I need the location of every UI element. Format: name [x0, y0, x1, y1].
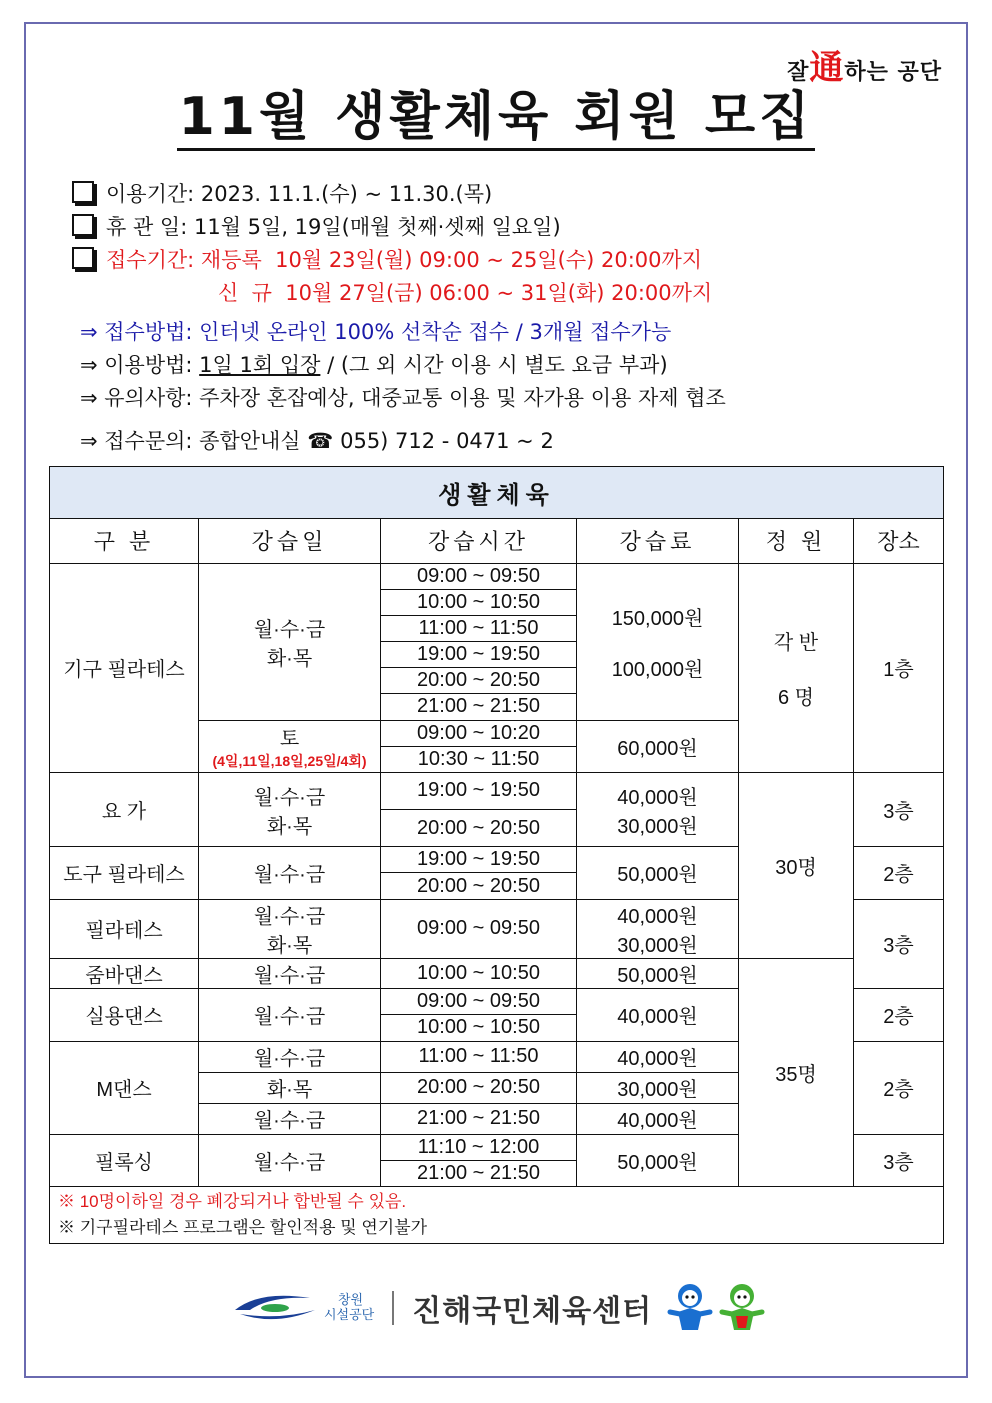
caution-row: ⇒ 유의사항: 주차장 혼잡예상, 대중교통 이용 및 자가용 이용 자제 협조	[80, 386, 726, 410]
class-time: 09:00 ~ 09:50	[381, 899, 577, 958]
org-name: 창원 시설공단	[324, 1293, 375, 1323]
class-days: 화·목	[199, 1072, 381, 1103]
class-time: 19:00 ~ 19:50	[381, 772, 577, 809]
class-name: 요 가	[50, 772, 199, 846]
class-days: 월·수·금	[199, 989, 381, 1041]
class-fee: 30,000원	[577, 1072, 739, 1103]
center-name: 진해국민체육센터	[412, 1294, 653, 1329]
col-header: 강습시간	[381, 519, 577, 563]
note-discount: ※ 기구필라테스 프로그램은 할인적용 및 연기불가	[58, 1218, 428, 1238]
class-time: 21:00 ~ 21:50	[381, 1161, 577, 1187]
class-days: 월·수·금	[199, 1103, 381, 1134]
col-header: 정 원	[739, 519, 854, 563]
class-place: 2층	[854, 847, 944, 899]
slogan: 잘通하는 공단	[787, 48, 942, 88]
class-time: 09:00 ~ 09:50	[381, 563, 577, 589]
class-days: 월·수·금 화·목	[199, 899, 381, 958]
period-row: 이용기간: 2023. 11.1.(수) ~ 11.30.(목)	[72, 178, 726, 211]
class-time: 10:00 ~ 10:50	[381, 1015, 577, 1041]
class-fee: 40,000원 30,000원	[577, 899, 739, 958]
class-time: 11:00 ~ 11:50	[381, 615, 577, 641]
class-fee: 150,000원 100,000원	[577, 563, 739, 720]
class-time: 09:00 ~ 09:50	[381, 989, 577, 1015]
class-days: 토 (4일,11일,18일,25일/4회)	[199, 720, 381, 772]
class-days: 월·수·금	[199, 959, 381, 989]
note-cancel: ※ 10명이하일 경우 폐강되거나 합반될 수 있음.	[58, 1192, 407, 1212]
info-section	[72, 178, 726, 458]
table-notes	[50, 1187, 944, 1244]
class-days: 월·수·금 화·목	[199, 563, 381, 720]
table-header: 생활체육	[50, 467, 944, 519]
class-place: 2층	[854, 989, 944, 1041]
class-place: 3층	[854, 899, 944, 989]
col-header: 강습료	[577, 519, 739, 563]
method-row: ⇒ 접수방법: 인터넷 온라인 100% 선착순 접수 / 3개월 접수가능	[80, 320, 672, 344]
class-capacity: 35명	[739, 959, 854, 1187]
class-name: M댄스	[50, 1041, 199, 1135]
schedule-table	[49, 466, 944, 1244]
class-capacity: 각 반 6 명	[739, 563, 854, 772]
class-time: 21:00 ~ 21:50	[381, 1103, 577, 1134]
class-days: 월·수·금	[199, 1041, 381, 1072]
use-row: ⇒ 이용방법: 1일 1회 입장 / (그 외 시간 이용 시 별도 요금 부과)	[80, 353, 668, 377]
class-fee: 50,000원	[577, 959, 739, 989]
class-fee: 60,000원	[577, 720, 739, 772]
footer	[230, 1278, 770, 1338]
class-time: 10:30 ~ 11:50	[381, 746, 577, 772]
class-time: 20:00 ~ 20:50	[381, 810, 577, 847]
col-header: 구 분	[50, 519, 199, 563]
class-days: 월·수·금 화·목	[199, 772, 381, 846]
class-fee: 50,000원	[577, 847, 739, 899]
page-title: 11월 생활체육 회원 모집	[0, 86, 992, 151]
class-capacity: 30명	[739, 772, 854, 958]
class-time: 20:00 ~ 20:50	[381, 668, 577, 694]
class-days: 월·수·금	[199, 1135, 381, 1187]
inquiry-row: ⇒ 접수문의: 종합안내실 ☎ 055) 712 - 0471 ~ 2	[80, 429, 554, 453]
col-header: 강습일	[199, 519, 381, 563]
class-time: 21:00 ~ 21:50	[381, 694, 577, 720]
class-name: 필라테스	[50, 899, 199, 958]
registration-row-new: 신 규 10월 27일(금) 06:00 ~ 31일(화) 20:00까지	[218, 281, 713, 305]
class-place: 2층	[854, 1041, 944, 1135]
class-fee: 40,000원 30,000원	[577, 772, 739, 846]
col-header: 장소	[854, 519, 944, 563]
class-fee: 40,000원	[577, 989, 739, 1041]
registration-row: 접수기간: 재등록 10월 23일(월) 09:00 ~ 25일(수) 20:00까지	[72, 244, 726, 277]
class-fee: 40,000원	[577, 1103, 739, 1134]
class-name: 기구 필라테스	[50, 563, 199, 772]
class-time: 10:00 ~ 10:50	[381, 589, 577, 615]
checkbox-icon	[72, 247, 94, 269]
class-time: 11:00 ~ 11:50	[381, 1041, 577, 1072]
class-time: 11:10 ~ 12:00	[381, 1135, 577, 1161]
checkbox-icon	[72, 181, 94, 203]
closed-row: 휴 관 일: 11월 5일, 19일(매월 첫째·셋째 일요일)	[72, 211, 726, 244]
class-place: 1층	[854, 563, 944, 772]
class-fee: 40,000원	[577, 1041, 739, 1072]
footer-divider	[392, 1291, 394, 1325]
class-name: 줌바댄스	[50, 959, 199, 989]
class-time: 09:00 ~ 10:20	[381, 720, 577, 746]
org-logo-icon	[230, 1288, 320, 1328]
class-time: 20:00 ~ 20:50	[381, 1072, 577, 1103]
class-days: 월·수·금	[199, 847, 381, 899]
class-name: 필록싱	[50, 1135, 199, 1187]
class-place: 3층	[854, 1135, 944, 1187]
class-name: 도구 필라테스	[50, 847, 199, 899]
checkbox-icon	[72, 214, 94, 236]
class-fee: 50,000원	[577, 1135, 739, 1187]
class-time: 19:00 ~ 19:50	[381, 847, 577, 873]
mascot-icon	[666, 1282, 770, 1334]
class-time: 10:00 ~ 10:50	[381, 959, 577, 989]
class-time: 20:00 ~ 20:50	[381, 873, 577, 899]
class-time: 19:00 ~ 19:50	[381, 642, 577, 668]
class-place: 3층	[854, 772, 944, 846]
class-name: 실용댄스	[50, 989, 199, 1041]
